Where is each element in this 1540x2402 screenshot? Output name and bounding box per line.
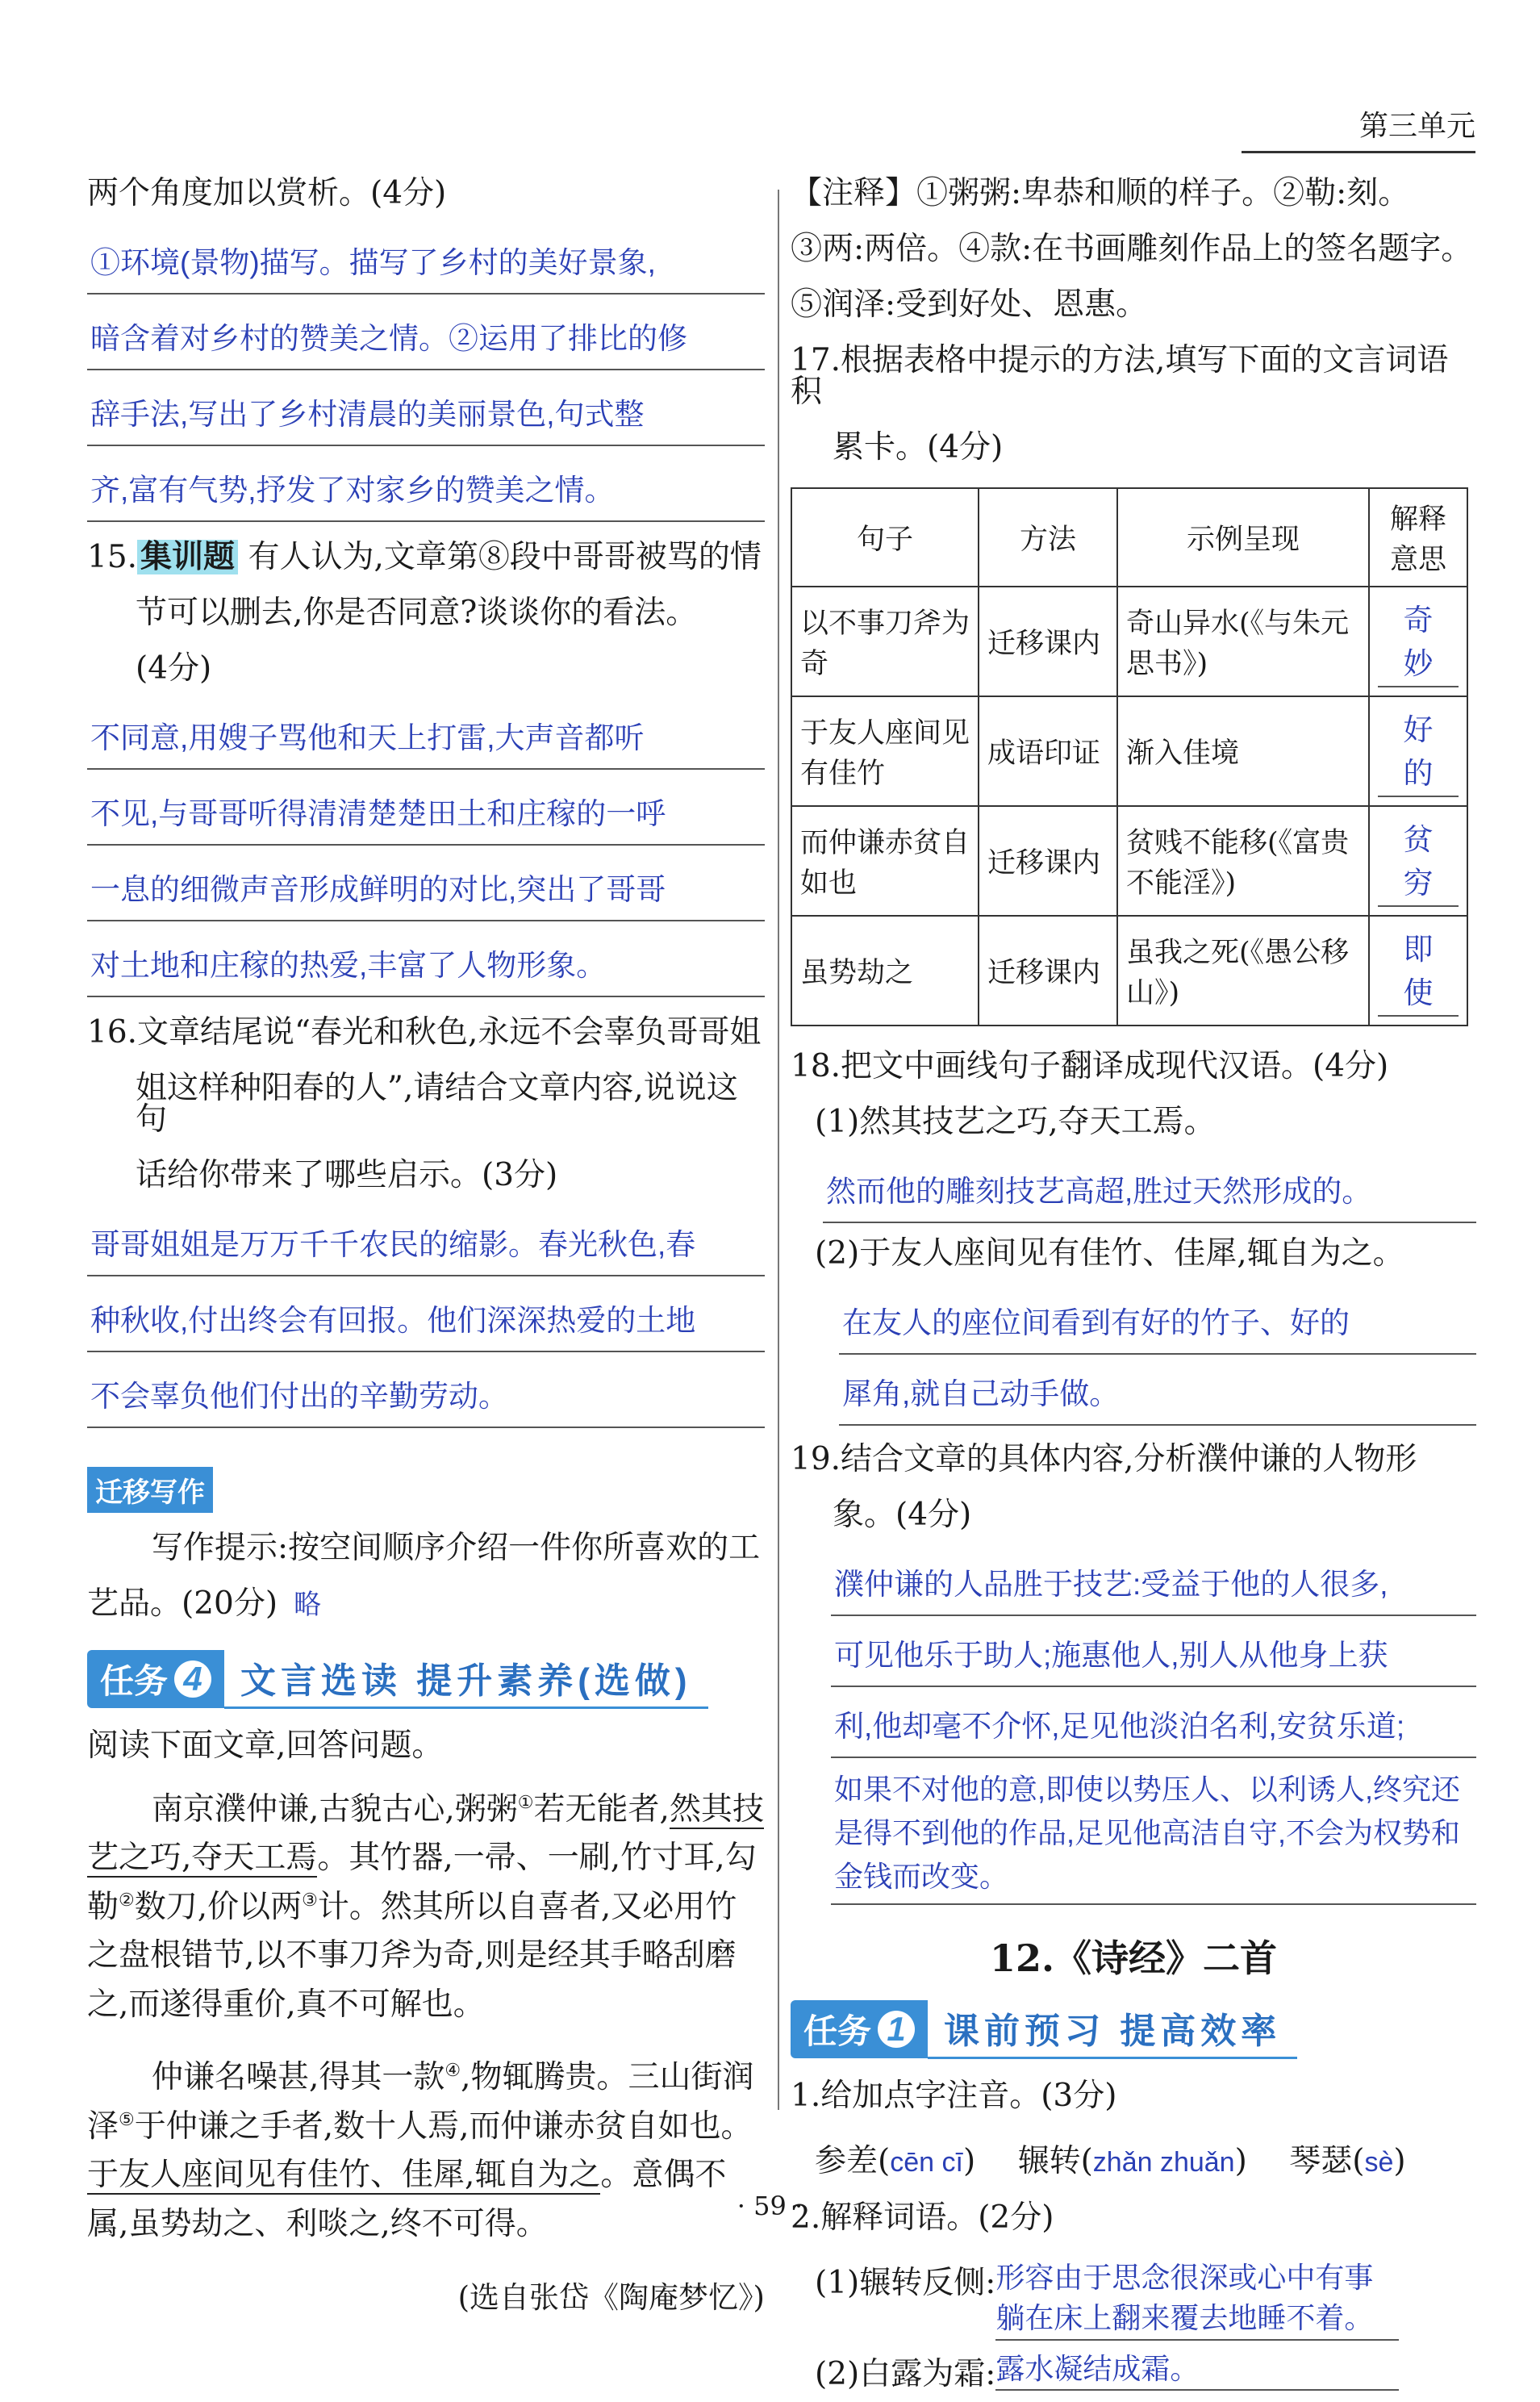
right-column: [791, 175, 1476, 2402]
text-span: 。意偶不属,虽势劫之、利啖之,终不可得。: [87, 2157, 727, 2242]
q15-score: (4分): [136, 650, 212, 687]
q18-answer-1: 然而他的雕刻技艺高超,胜过天然形成的。: [823, 1162, 1476, 1223]
answer-line: 濮仲谦的人品胜于技艺:受益于他的人很多,: [831, 1555, 1476, 1616]
q15-number: 15.: [87, 539, 138, 575]
note-line: 【注释】①粥粥:卑恭和顺的样子。②勒:刻。: [791, 175, 1410, 211]
task4-header: [87, 1648, 765, 1709]
q2-title: 2.解释词语。(2分): [791, 2199, 1054, 2236]
pinyin-close: ): [962, 2143, 976, 2179]
left-column: [87, 175, 765, 2316]
sentence-cell: 而仲谦赤贫自如也: [791, 806, 979, 916]
explain-answer: 形容由于思念很深或心中有事躺在床上翻来覆去地睡不着。: [995, 2258, 1399, 2341]
writing-line1: 写作提示:按空间顺序介绍一件你所喜欢的工: [152, 1530, 761, 1566]
note-marker: ③: [302, 1890, 318, 1911]
table-header: 方法: [979, 488, 1117, 587]
method-cell: 迁移课内: [979, 806, 1117, 916]
table-header-row: [791, 488, 1467, 587]
answer-line: 不会辜负他们付出的辛勤劳动。: [87, 1367, 765, 1428]
answer-line: 可见他乐于助人;施惠他人,别人从他身上获: [831, 1626, 1476, 1687]
q18-title: 18.把文中画线句子翻译成现代汉语。(4分): [791, 1048, 1389, 1084]
writing-score: 艺品。(20分): [87, 1585, 278, 1622]
explain-label: (2)白露为霜:: [815, 2355, 996, 2392]
q17-line1: 17.根据表格中提示的方法,填写下面的文言词语积: [791, 342, 1449, 410]
pinyin-word: 琴瑟(: [1289, 2143, 1365, 2179]
answer-line: 对土地和庄稼的热爱,丰富了人物形象。: [87, 936, 765, 997]
answer-line: 利,他却毫不介怀,足见他淡泊名利,安贫乐道;: [831, 1697, 1476, 1758]
pinyin-word: 参差(: [815, 2143, 891, 2179]
method-cell: 成语印证: [979, 696, 1117, 806]
task4-title: 文言选读 提升素养(选做): [224, 1648, 708, 1709]
explain-item: [815, 2258, 1476, 2341]
answer-line: 一息的细微声音形成鲜明的对比,突出了哥哥: [87, 860, 765, 921]
answer-line: 哥哥姐姐是万万千千农民的缩影。春光秋色,春: [87, 1215, 765, 1276]
sentence-cell: 以不事刀斧为奇: [791, 587, 979, 696]
underlined-sentence-1: 然其技艺之巧,夺天工焉: [87, 1791, 764, 1877]
read-intro: 阅读下面文章,回答问题。: [87, 1727, 444, 1764]
writing-badge: 迁移写作: [87, 1467, 213, 1513]
task1-header: [791, 1999, 1476, 2059]
q19-line1: 19.结合文章的具体内容,分析濮仲谦的人物形: [791, 1441, 1417, 1477]
q18-sentence-2: (2)于友人座间见有佳竹、佳犀,辄自为之。: [815, 1235, 1404, 1272]
note-marker: ④: [444, 2061, 461, 2082]
q17-line2: 累卡。(4分): [833, 429, 1004, 466]
task1-title: 课前预习 提高效率: [928, 1999, 1297, 2059]
answer-line: 不见,与哥哥听得清清楚楚田土和庄稼的一呼: [87, 784, 765, 846]
text-span: 计。然其所以自喜者,又必用竹之盘根错节,以不事刀斧为奇,则是经其手略刮磨之,而遂得重价,真不可解也。: [87, 1888, 737, 2023]
answer-line: 辞手法,写出了乡村清晨的美丽景色,句式整: [87, 385, 765, 446]
answer-line: 不同意,用嫂子骂他和天上打雷,大声音都听: [87, 708, 765, 770]
column-divider: [778, 190, 779, 2110]
task1-label: 任务: [803, 2011, 872, 2050]
q15-stem: [87, 541, 765, 573]
classic-paragraph-1: [87, 1786, 765, 2029]
table-header: 示例呈现: [1117, 488, 1369, 587]
q16-line2: 姐这样种阳春的人”,请结合文章内容,说说这句: [136, 1070, 738, 1138]
explain-label: (1)辗转反侧:: [815, 2265, 996, 2301]
meaning-cell: [1369, 587, 1467, 696]
pinyin-item: [815, 2143, 975, 2179]
table-row: [791, 806, 1467, 916]
q14-answer: [87, 233, 765, 522]
example-cell: 渐入佳境: [1117, 696, 1369, 806]
answer-line: 在友人的座位间看到有好的竹子、好的: [839, 1293, 1476, 1355]
example-cell: 虽我之死(《愚公移山》): [1117, 916, 1369, 1026]
example-cell: 奇山异水(《与朱元思书》): [1117, 587, 1369, 696]
pinyin-close: ): [1234, 2143, 1247, 2179]
q19-line2: 象。(4分): [833, 1497, 972, 1533]
q16-line1: 16.文章结尾说“春光和秋色,永远不会辜负哥哥姐: [87, 1014, 762, 1051]
q1-title: 1.给加点字注音。(3分): [791, 2078, 1117, 2114]
q15-tag: 集训题: [137, 540, 238, 574]
table-row: [791, 587, 1467, 696]
writing-line2: [87, 1585, 765, 1622]
meaning-answer: 奇妙: [1378, 595, 1459, 687]
note-marker: ⑤: [119, 2109, 135, 2130]
unit-header: 第三单元: [1242, 103, 1475, 153]
text-span: 仲谦名噪甚,得其一款: [152, 2059, 445, 2096]
pinyin-answer: sè: [1364, 2147, 1394, 2178]
note-marker: ①: [517, 1793, 534, 1813]
q18-sentence-1: (1)然其技艺之巧,夺天工焉。: [815, 1104, 1216, 1140]
q15-line1: 有人认为,文章第⑧段中哥哥被骂的情: [248, 539, 762, 575]
pinyin-answer: cēn cī: [890, 2147, 963, 2178]
text-span: 南京濮仲谦,古貌古心,粥粥: [152, 1791, 518, 1828]
pinyin-row: [815, 2136, 1476, 2181]
text-span: 数刀,价以两: [134, 1888, 303, 1925]
q15-answer: [87, 708, 765, 997]
note-marker: ②: [119, 1890, 135, 1911]
answer-line: 暗含着对乡村的赞美之情。②运用了排比的修: [87, 309, 765, 370]
underlined-sentence-2: 于友人座间见有佳竹、佳犀,辄自为之: [87, 2157, 601, 2194]
answer-line: 齐,富有气势,抒发了对家乡的赞美之情。: [87, 461, 765, 522]
pinyin-word: 辗转(: [1017, 2143, 1093, 2179]
task4-badge: [87, 1650, 224, 1708]
answer-line: 种秋收,付出终会有回报。他们深深热爱的土地: [87, 1291, 765, 1352]
pinyin-close: ): [1393, 2143, 1406, 2179]
task1-badge: [791, 2000, 928, 2058]
task4-label: 任务: [100, 1661, 169, 1700]
vocabulary-card-table: [791, 487, 1468, 1026]
task4-number: 4: [174, 1661, 211, 1698]
table-header: 解释意思: [1369, 488, 1467, 587]
pinyin-answer: zhǎn zhuǎn: [1092, 2147, 1235, 2178]
q16-line3: 话给你带来了哪些启示。(3分): [136, 1157, 558, 1193]
answer-line: 犀角,就自己动手做。: [839, 1364, 1476, 1426]
pinyin-item: [1289, 2143, 1405, 2179]
explain-item: [815, 2349, 1476, 2394]
meaning-answer: 好的: [1378, 705, 1459, 797]
note-line: ⑤润泽:受到好处、恩惠。: [791, 286, 1148, 323]
text-span: 。其竹器,一帚、一刷,竹寸耳,勾勒: [87, 1840, 757, 1925]
q15-line2: 节可以删去,你是否同意?谈谈你的看法。: [136, 595, 698, 631]
meaning-cell: [1369, 916, 1467, 1026]
pinyin-item: [1018, 2143, 1247, 2179]
sentence-cell: 于友人座间见有佳竹: [791, 696, 979, 806]
q19-answer-tail: 如果不对他的意,即使以势压人、以利诱人,终究还是得不到他的作品,足见他高洁自守,不会为权势和金钱而改变。: [831, 1768, 1476, 1905]
task1-number: 1: [878, 2011, 915, 2048]
sentence-cell: 虽势劫之: [791, 916, 979, 1026]
method-cell: 迁移课内: [979, 587, 1117, 696]
answer-line: ①环境(景物)描写。描写了乡村的美好景象,: [87, 233, 765, 295]
note-line: ③两:两倍。④款:在书画雕刻作品上的签名题字。: [791, 231, 1473, 267]
q14-tail: 两个角度加以赏析。(4分): [87, 175, 447, 211]
text-span: ,物辄腾贵。三山街润泽: [87, 2059, 754, 2145]
writing-answer: 略: [294, 1589, 322, 1620]
source-citation: (选自张岱《陶庵梦忆》): [457, 2279, 765, 2315]
meaning-answer: 即使: [1378, 925, 1459, 1017]
table-header: 句子: [791, 488, 979, 587]
meaning-answer: 贫穷: [1378, 815, 1459, 907]
text-span: 于仲谦之手者,数十人焉,而仲谦赤贫自如也。: [134, 2107, 753, 2145]
explain-answer: 露水凝结成霜。: [995, 2349, 1399, 2391]
example-cell: 贫贱不能移(《富贵不能淫》): [1117, 806, 1369, 916]
page-number: · 59 ·: [737, 2191, 803, 2221]
text-span: 若无能者,: [533, 1791, 670, 1828]
lesson-title: 12.《诗经》二首: [989, 1936, 1278, 1980]
meaning-cell: [1369, 696, 1467, 806]
q16-answer: [87, 1215, 765, 1428]
table-row: [791, 696, 1467, 806]
method-cell: 迁移课内: [979, 916, 1117, 1026]
meaning-cell: [1369, 806, 1467, 916]
table-row: [791, 916, 1467, 1026]
